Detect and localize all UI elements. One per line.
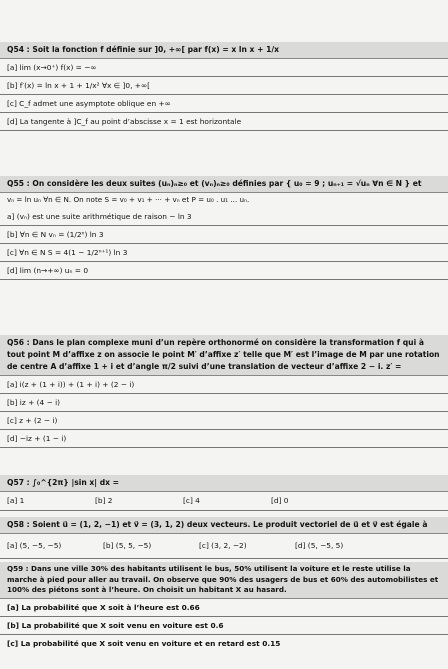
- question-56-header: [0, 335, 448, 376]
- question-59: [0, 562, 448, 652]
- question-stem: On considère les deux suites (uₙ)ₙ≥₀ et (vₙ)ₙ≥₀ définies par { u₀ = 9 ; uₙ₊₁ = √uₙ ∀n ∈ N } et: [32, 179, 422, 188]
- option-c[interactable]: [c] z + (2 − i): [0, 412, 448, 430]
- question-57-header: [0, 475, 448, 492]
- question-stem: Soit la fonction f définie sur ]0, +∞[ par f(x) = x ln x + 1/x: [32, 45, 280, 54]
- option-b[interactable]: [b] La probabilité que X soit venu en voiture est 0.6: [0, 617, 448, 635]
- question-54: [0, 42, 448, 131]
- option-b[interactable]: [b] f′(x) = ln x + 1 + 1/x² ∀x ∈ ]0, +∞[: [0, 77, 448, 95]
- question-55: [0, 176, 448, 280]
- question-58-header: [0, 517, 448, 534]
- option-c[interactable]: [c] La probabilité que X soit venu en voiture et en retard est 0.15: [7, 638, 281, 648]
- option-d[interactable]: [d] La tangente à ]C_f au point d’abscisse x = 1 est horizontale: [0, 113, 448, 131]
- option-b[interactable]: [b] (5, 5, −5): [103, 541, 152, 550]
- option-a[interactable]: [a] La probabilité que X soit à l’heure est 0.66: [0, 599, 448, 617]
- question-stem: Dans le plan complexe muni d’un repère orthonormé on considère la transformation f qui à tout point M d’affixe z on associe le point M′ d’affixe z′ telle que M′ est l’image de M par une rotation de centre A d’affixe 1 + i et d’angle π/2 suivi d’une translation de vecteur d’affixe 2 − i. z′ =: [7, 338, 440, 371]
- question-number: Q59 :: [7, 564, 29, 573]
- question-55-definition: vₙ = ln uₙ ∀n ∈ N. On note S = v₀ + v₁ + ··· + vₙ et P = u₀ . u₁ ... uₙ.: [7, 195, 250, 204]
- option-c[interactable]: [c] (3, 2, −2): [199, 541, 247, 550]
- question-number: Q55 :: [7, 179, 30, 188]
- option-a[interactable]: [a] i(z + (1 + i)) + (1 + i) + (2 − i): [0, 376, 448, 394]
- option-c[interactable]: [c] C_f admet une asymptote oblique en +∞: [0, 95, 448, 113]
- question-55-header: [0, 176, 448, 193]
- option-b[interactable]: [b] 2: [95, 496, 113, 505]
- option-d[interactable]: [d] −iz + (1 − i): [0, 430, 448, 448]
- question-stem: Dans une ville 30% des habitants utilisent le bus, 50% utilisent la voiture et le reste utilise la marche à pied pour aller au travail. On observe que 90% des usagers de bus et 60% des automobilistes et 100% des piétons sont à l’heure. On choisit un habitant X au hasard.: [7, 564, 439, 595]
- question-number: Q58 :: [7, 520, 30, 529]
- option-b[interactable]: [b] ∀n ∈ N vₙ = (1/2ⁿ) ln 3: [0, 226, 448, 244]
- question-number: Q57 :: [7, 478, 30, 487]
- question-57: [0, 475, 448, 511]
- option-b[interactable]: [b] iz + (4 − i): [0, 394, 448, 412]
- option-a[interactable]: [a] lim (x→0⁺) f(x) = −∞: [0, 59, 448, 77]
- question-number: Q54 :: [7, 45, 30, 54]
- option-a[interactable]: [a] 1: [7, 496, 25, 505]
- option-a[interactable]: a] (vₙ) est une suite arithmétique de raison − ln 3: [0, 208, 448, 226]
- question-stem: Soient u⃗ = (1, 2, −1) et v⃗ = (3, 1, 2) deux vecteurs. Le produit vectoriel de u⃗ et v⃗ est égale à: [32, 520, 428, 529]
- question-54-header: [0, 42, 448, 59]
- option-d[interactable]: [d] 0: [271, 496, 289, 505]
- question-56: [0, 335, 448, 448]
- question-59-header: [0, 562, 448, 599]
- option-d[interactable]: [d] lim (n→+∞) uₙ = 0: [0, 262, 448, 280]
- option-c[interactable]: [c] ∀n ∈ N S = 4(1 − 1/2ⁿ⁺¹) ln 3: [0, 244, 448, 262]
- option-c[interactable]: [c] 4: [183, 496, 200, 505]
- question-58-options: [0, 534, 448, 559]
- option-d[interactable]: [d] (5, −5, 5): [295, 541, 344, 550]
- option-a[interactable]: [a] (5, −5, −5): [7, 541, 62, 550]
- question-58: [0, 517, 448, 559]
- question-stem: ∫₀^{2π} |sin x| dx =: [32, 478, 120, 487]
- question-57-options: [0, 492, 448, 511]
- question-number: Q56 :: [7, 338, 30, 347]
